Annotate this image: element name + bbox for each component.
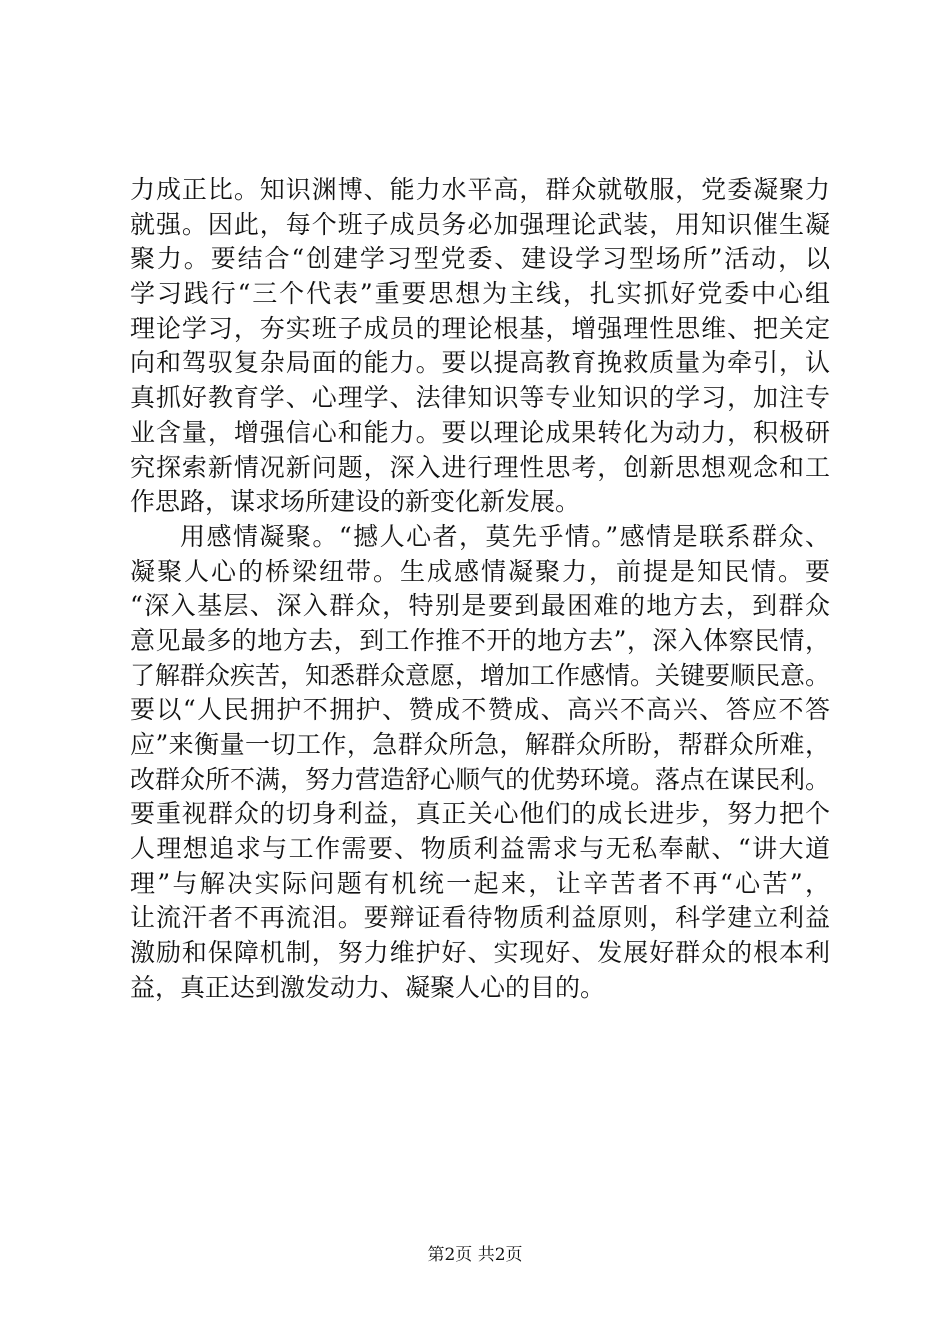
text-line: 力成正比。知识渊博、能力水平高，群众就敬服，党委凝聚力 [130,175,830,204]
text-line: 了解群众疾苦，知悉群众意愿，增加工作感情。关键要顺民意。 [130,660,831,690]
text-line: 要重视群众的切身利益，真正关心他们的成长进步，努力把个 [130,799,830,829]
text-line: 学习践行“三个代表”重要思想为主线，扎实抓好党委中心组 [130,279,830,309]
text-line: 让流汗者不再流泪。要辩证看待物质利益原则，科学建立利益 [130,903,830,933]
text-line: 意见最多的地方去，到工作推不开的地方去”，深入体察民情， [130,625,830,655]
document-body [130,173,830,1006]
text-line: 凝聚人心的桥梁纽带。生成感情凝聚力，前提是知民情。要 [130,556,830,586]
text-line: 人理想追求与工作需要、物质利益需求与无私奉献、“讲大道 [130,834,830,864]
text-line: 应”来衡量一切工作，急群众所急，解群众所盼，帮群众所难， [130,730,830,759]
text-line: 理”与解决实际问题有机统一起来，让辛苦者不再“心苦”， [130,868,830,898]
text-line: “深入基层、深入群众，特别是要到最困难的地方去，到群众 [130,591,830,621]
text-line: 激励和保障机制，努力维护好、实现好、发展好群众的根本利 [130,938,830,968]
text-line: 改群众所不满，努力营造舒心顺气的优势环境。落点在谋民利。 [130,764,831,794]
text-line: 聚力。要结合“创建学习型党委、建设学习型场所”活动，以 [130,244,830,274]
text-line: 益，真正达到激发动力、凝聚人心的目的。 [130,972,606,1002]
text-line: 业含量，增强信心和能力。要以理论成果转化为动力，积极研 [130,417,830,447]
page-number-footer: 第2页 共2页 [427,1245,523,1265]
text-line: 作思路，谋求场所建设的新变化新发展。 [130,487,581,517]
text-line: 要以“人民拥护不拥护、赞成不赞成、高兴不高兴、答应不答 [130,695,830,725]
paragraph-start-line: 用感情凝聚。“撼人心者，莫先乎情。”感情是联系群众、 [180,521,830,551]
text-line: 究探索新情况新问题，深入进行理性思考，创新思想观念和工 [130,452,830,482]
text-line: 向和驾驭复杂局面的能力。要以提高教育挽救质量为牵引，认 [130,348,830,378]
text-line: 理论学习，夯实班子成员的理论根基，增强理性思维、把关定 [130,313,830,343]
text-line: 真抓好教育学、心理学、法律知识等专业知识的学习，加注专 [130,383,830,413]
text-line: 就强。因此，每个班子成员务必加强理论武装，用知识催生凝 [130,209,830,239]
